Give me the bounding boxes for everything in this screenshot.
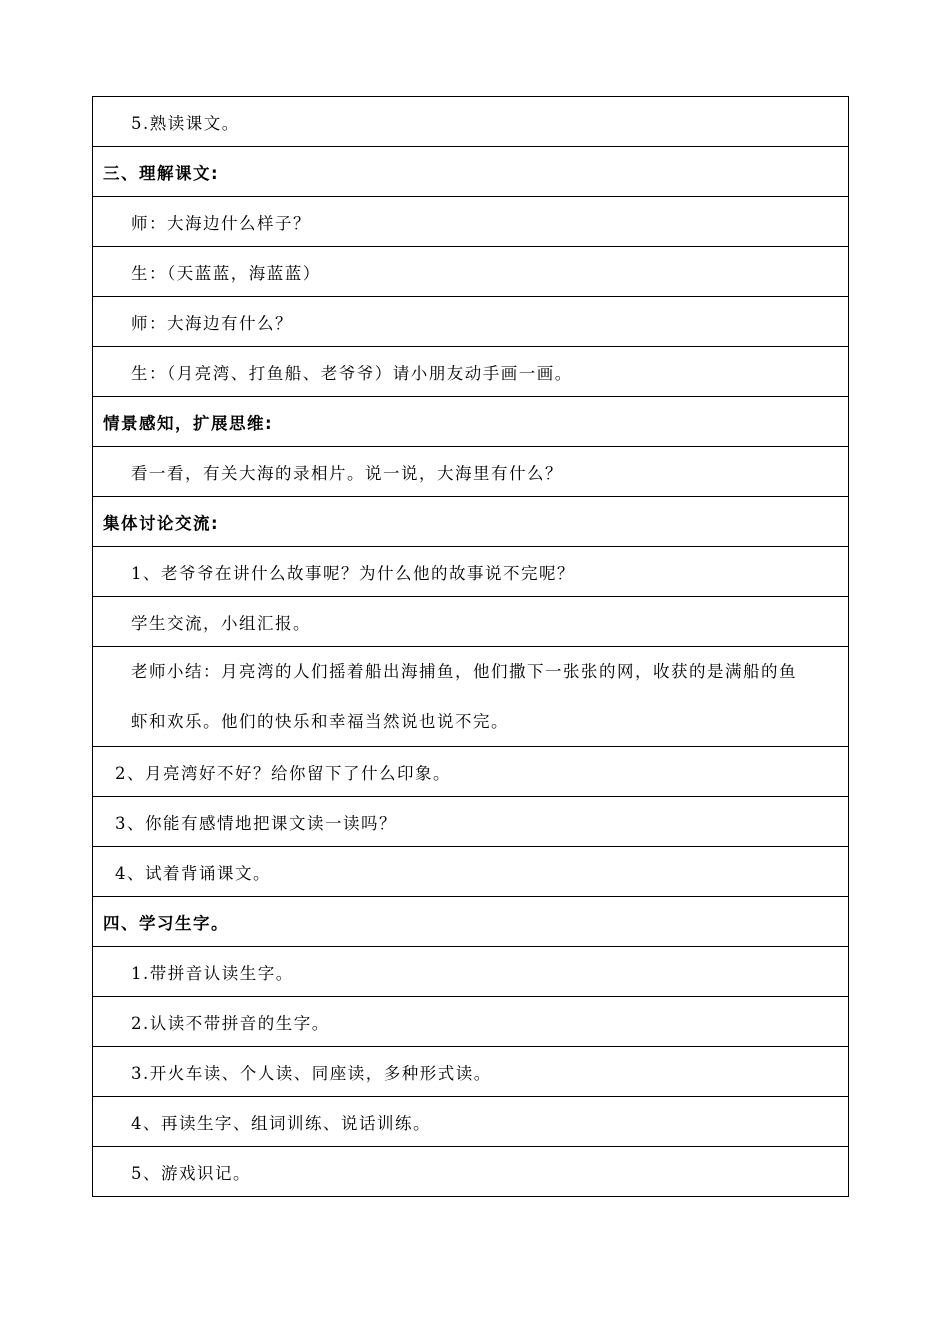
dialogue-line: 师：大海边有什么？: [93, 297, 849, 347]
table-row: [93, 1147, 849, 1197]
table-row: [93, 597, 849, 647]
table-row: [93, 347, 849, 397]
step-line: 4、再读生字、组词训练、说话训练。: [93, 1097, 849, 1147]
teacher-summary-line-1: 老师小结：月亮湾的人们摇着船出海捕鱼，他们撒下一张张的网，收获的是满船的鱼: [131, 662, 797, 681]
table-row: [93, 397, 849, 447]
dialogue-line: 生：（天蓝蓝，海蓝蓝）: [93, 247, 849, 297]
question-line: 3、你能有感情地把课文读一读吗？: [93, 797, 849, 847]
activity-line: 看一看，有关大海的录相片。说一说，大海里有什么？: [93, 447, 849, 497]
dialogue-line: 师：大海边什么样子？: [93, 197, 849, 247]
activity-line: 学生交流，小组汇报。: [93, 597, 849, 647]
activity-line: 4、试着背诵课文。: [93, 847, 849, 897]
teacher-summary: [93, 647, 849, 747]
table-row: [93, 547, 849, 597]
table-row: [93, 947, 849, 997]
table-row: [93, 647, 849, 747]
table-row: [93, 747, 849, 797]
dialogue-line: 生：（月亮湾、打鱼船、老爷爷）请小朋友动手画一画。: [93, 347, 849, 397]
step-line: 2.认读不带拼音的生字。: [93, 997, 849, 1047]
table-row: [93, 447, 849, 497]
table-row: [93, 97, 849, 147]
table-row: [93, 1047, 849, 1097]
table-row: [93, 1097, 849, 1147]
table-row: [93, 847, 849, 897]
table-row: [93, 897, 849, 947]
step-read-text: 5.熟读课文。: [93, 97, 849, 147]
table-row: [93, 247, 849, 297]
section-heading-understand-text: 三、理解课文:: [93, 147, 849, 197]
table-row: [93, 497, 849, 547]
section-heading-scene-perception: 情景感知，扩展思维:: [93, 397, 849, 447]
table-row: [93, 797, 849, 847]
table-row: [93, 297, 849, 347]
question-line: 2、月亮湾好不好？给你留下了什么印象。: [93, 747, 849, 797]
section-heading-group-discussion: 集体讨论交流:: [93, 497, 849, 547]
teacher-summary-line-2: 虾和欢乐。他们的快乐和幸福当然说也说不完。: [131, 711, 509, 731]
table-row: [93, 197, 849, 247]
step-line: 1.带拼音认读生字。: [93, 947, 849, 997]
step-line: 3.开火车读、个人读、同座读，多种形式读。: [93, 1047, 849, 1097]
step-line: 5、游戏识记。: [93, 1147, 849, 1197]
section-heading-learn-characters: 四、学习生字。: [93, 897, 849, 947]
question-line: 1、老爷爷在讲什么故事呢？为什么他的故事说不完呢？: [93, 547, 849, 597]
table-row: [93, 997, 849, 1047]
lesson-plan-table: [92, 96, 849, 1197]
table-row: [93, 147, 849, 197]
